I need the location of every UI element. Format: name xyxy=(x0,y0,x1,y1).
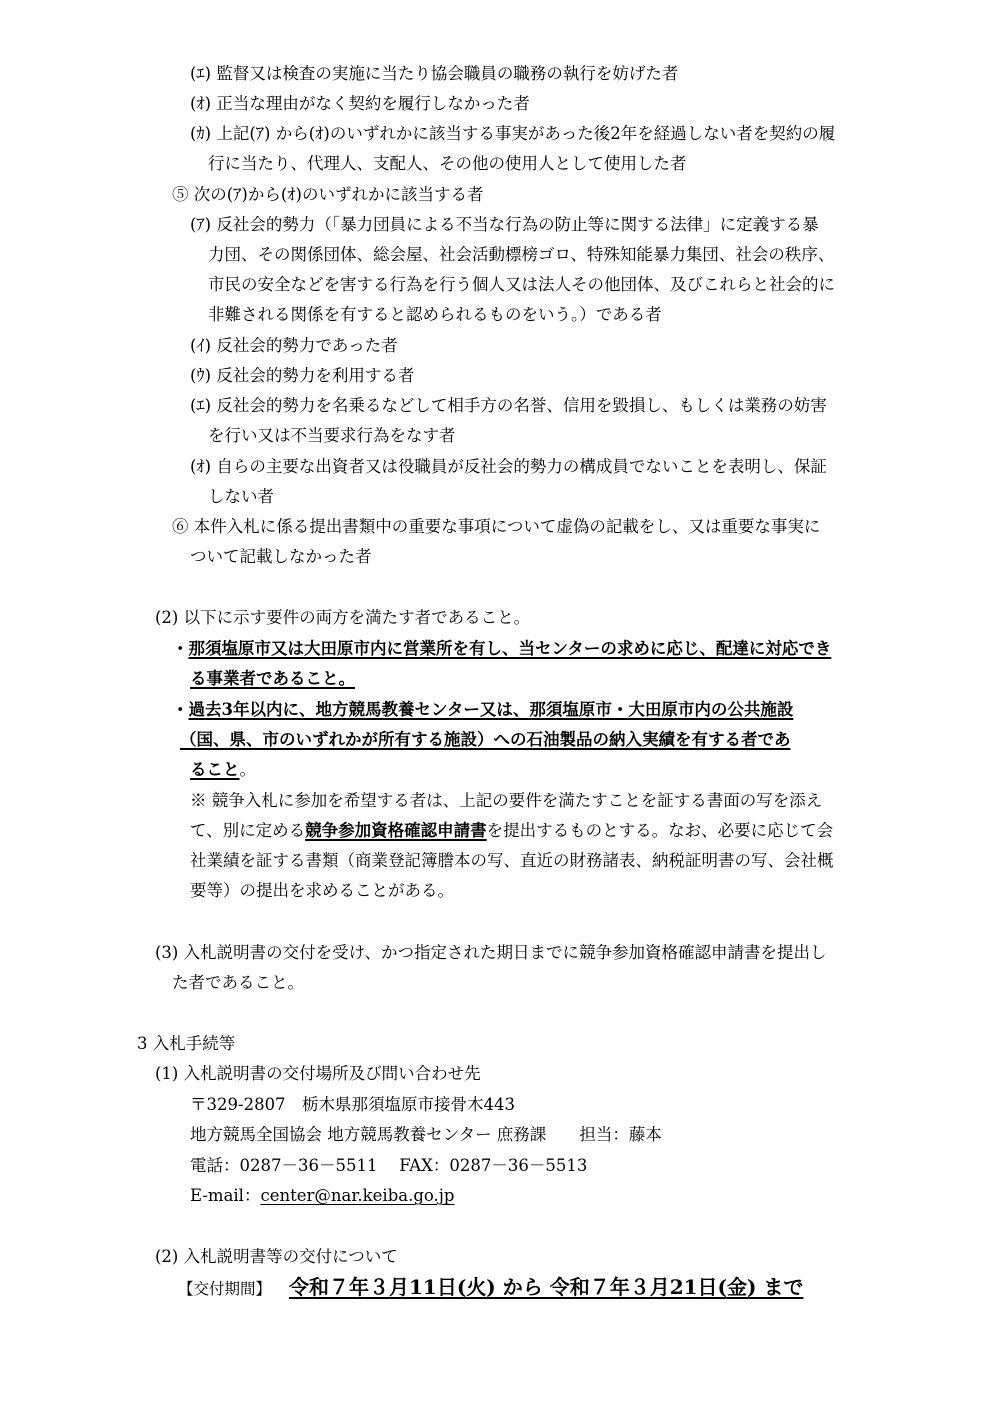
item5-o-line-2: しない者 xyxy=(208,487,274,506)
req2-bullet2-text-1: 過去3年以内に、地方競馬教養センター又は、那須塩原市・大田原市内の公共施設 xyxy=(188,700,794,719)
contact-org: 地方競馬全国協会 地方競馬教養センター 庶務課 担当：藤本 xyxy=(190,1125,662,1144)
email-label: E-mail： xyxy=(190,1186,261,1205)
req2-note-line-1: ※ 競争入札に参加を希望する者は、上記の要件を満たすことを証する書面の写を添え xyxy=(190,791,823,810)
period-label: 【交付期間】 xyxy=(178,1280,272,1298)
note-post: を提出するものとする。なお、必要に応じて会 xyxy=(486,821,834,840)
req2-bullet1-text-1: 那須塩原市又は大田原市内に営業所を有し、当センターの求めに応じ、配達に対応でき xyxy=(188,639,832,658)
req2-heading: (2) 以下に示す要件の両方を満たす者であること。 xyxy=(155,608,531,627)
item5-o-line-1: (ｵ) 自らの主要な出資者又は役職員が反社会的勢力の構成員でないことを表明し、保証 xyxy=(190,457,827,476)
contact-address: 〒329-2807 栃木県那須塩原市接骨木443 xyxy=(190,1095,516,1114)
req2-bullet2-tail: 。 xyxy=(239,760,256,779)
item6-line-2: ついて記載しなかった者 xyxy=(190,547,372,566)
section3-sub2-heading: (2) 入札説明書等の交付について xyxy=(155,1247,398,1266)
item-o-line: (ｵ) 正当な理由がなく契約を履行しなかった者 xyxy=(190,94,530,113)
email-link[interactable]: center@nar.keiba.go.jp xyxy=(260,1186,455,1205)
contact-email-line xyxy=(190,1184,454,1208)
req2-bullet2-text-3: ること xyxy=(190,760,240,779)
req2-note-line-4: 要等）の提出を求めることがある。 xyxy=(190,881,454,900)
item5-i-line: (ｲ) 反社会的勢力であった者 xyxy=(190,336,398,355)
item-ka-line-2: 行に当たり、代理人、支配人、その他の使用人として使用した者 xyxy=(208,154,687,173)
contact-phone: 電話：0287－36－5511 FAX：0287－36－5513 xyxy=(190,1156,588,1175)
item6-line-1: ⑥ 本件入札に係る提出書類中の重要な事項について虚偽の記載をし、又は重要な事実に xyxy=(172,517,821,536)
req2-bullet2-line-2: （国、県、市のいずれかが所有する施設）への石油製品の納入実績を有する者であ xyxy=(180,730,791,749)
item5-e-line-1: (ｴ) 反社会的勢力を名乗るなどして相手方の名誉、信用を毀損し、もしくは業務の妨害 xyxy=(190,396,827,415)
req2-bullet1-line-1 xyxy=(172,637,831,661)
note-pre: て、別に定める xyxy=(190,821,306,840)
item5-u-line: (ｳ) 反社会的勢力を利用する者 xyxy=(190,366,415,385)
item-ka-line-1: (ｶ) 上記(ｱ) から(ｵ)のいずれかに該当する事実があった後2年を経過しない者を契約の履 xyxy=(190,124,836,143)
period-line xyxy=(178,1273,803,1303)
req2-note-line-2 xyxy=(190,819,833,843)
item5-heading: ⑤ 次の(ｱ)から(ｵ)のいずれかに該当する者 xyxy=(172,185,484,204)
item-e-line: (ｴ) 監督又は検査の実施に当たり協会職員の職務の執行を妨げた者 xyxy=(190,64,679,83)
req2-bullet2-line-1 xyxy=(172,698,793,722)
req2-bullet1-line-2: る事業者であること。 xyxy=(190,669,355,688)
item5-a-line-3: 市民の安全などを害する行為を行う個人又は法人その他団体、及びこれらと社会的に xyxy=(208,275,835,294)
req3-line-2: た者であること。 xyxy=(172,973,304,992)
section3-sub1-heading: (1) 入札説明書の交付場所及び問い合わせ先 xyxy=(155,1064,481,1083)
section3-heading: 3 入札手続等 xyxy=(137,1034,236,1053)
item5-e-line-2: を行い又は不当要求行為をなす者 xyxy=(208,426,456,445)
note-emphasis: 競争参加資格確認申請書 xyxy=(305,821,487,840)
req2-bullet2-line-3 xyxy=(190,758,256,782)
item5-a-line-1: (ｱ) 反社会的勢力（「暴力団員による不当な行為の防止等に関する法律」に定義する暴 xyxy=(190,215,819,234)
period-value: 令和７年３月11日(火) から 令和７年３月21日(金) まで xyxy=(289,1275,804,1299)
req2-note-line-3: 社業績を証する書類（商業登記簿謄本の写、直近の財務諸表、納税証明書の写、会社概 xyxy=(190,851,834,870)
item5-a-line-4: 非難される関係を有すると認められるものをいう。）である者 xyxy=(208,305,662,324)
req3-line-1: (3) 入札説明書の交付を受け、かつ指定された期日までに競争参加資格確認申請書を提出し xyxy=(155,943,827,962)
item5-a-line-2: 力団、その関係団体、総会屋、社会活動標榜ゴロ、特殊知能暴力集団、社会の秩序、 xyxy=(208,245,835,264)
bullet-mark: ・ xyxy=(172,639,189,658)
bullet-mark: ・ xyxy=(172,700,189,719)
